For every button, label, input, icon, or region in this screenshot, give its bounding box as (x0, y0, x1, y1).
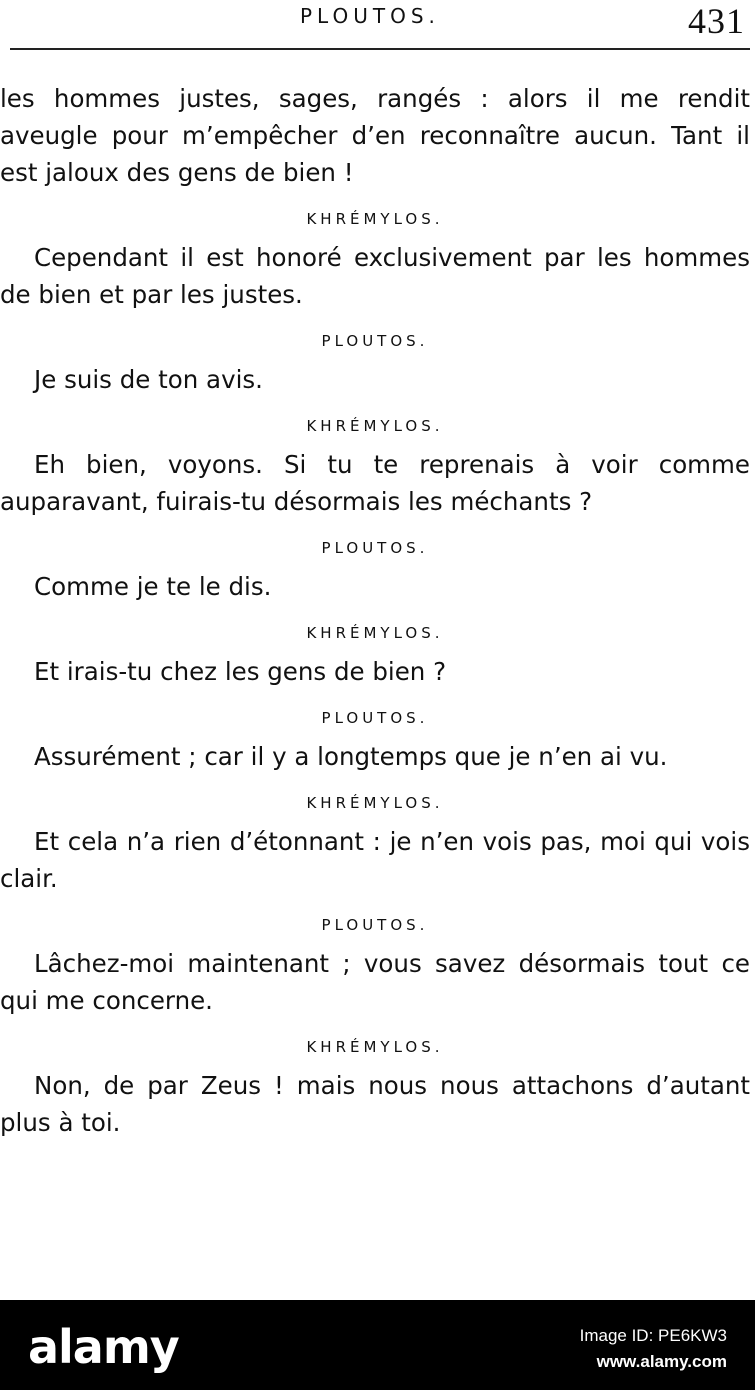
speaker-label: PLOUTOS. (321, 709, 429, 727)
header-rule (10, 48, 750, 50)
speech-paragraph: Et irais-tu chez les gens de bien ? (34, 657, 447, 686)
page-text (0, 80, 750, 1141)
speaker-label: KHRÉMYLOS. (306, 210, 444, 228)
speech-paragraph: Lâchez-moi maintenant ; vous savez désormais tout ce qui me concerne. (0, 949, 750, 1015)
speaker-label: KHRÉMYLOS. (306, 1038, 444, 1056)
speech-paragraph: Non, de par Zeus ! mais nous nous attachons d’autant plus à toi. (0, 1071, 750, 1137)
speech-paragraph: Cependant il est honoré exclusivement par les hommes de bien et par les justes. (0, 243, 750, 309)
speaker-label: PLOUTOS. (321, 916, 429, 934)
site-url: www.alamy.com (596, 1352, 727, 1371)
speaker-label: PLOUTOS. (321, 539, 429, 557)
speech-paragraph: Comme je te le dis. (34, 572, 272, 601)
running-head (0, 0, 755, 40)
speaker-label: KHRÉMYLOS. (306, 794, 444, 812)
speech-paragraph: Je suis de ton avis. (34, 365, 263, 394)
running-title: PLOUTOS. (300, 4, 440, 28)
speech-paragraph: Et cela n’a rien d’étonnant : je n’en vois pas, moi qui vois clair. (0, 827, 750, 893)
speaker-label: PLOUTOS. (321, 332, 429, 350)
page-number: 431 (688, 1, 745, 41)
watermark-banner (0, 1300, 755, 1390)
speaker-label: KHRÉMYLOS. (306, 624, 444, 642)
speech-paragraph: Assurément ; car il y a longtemps que je n’en ai vu. (34, 742, 668, 771)
text-continuation: les hommes justes, sages, rangés : alors il me rendit aveugle pour m’empêcher d’en reconnaître aucun. Tant il est jaloux des gens de bien ! (0, 84, 750, 187)
speech-paragraph: Eh bien, voyons. Si tu te reprenais à voir comme auparavant, fuirais-tu désormais les méchants ? (0, 450, 750, 516)
image-id-label: Image ID: PE6KW3 (579, 1326, 727, 1345)
alamy-logo: alamy (28, 1320, 179, 1374)
speaker-label: KHRÉMYLOS. (306, 417, 444, 435)
